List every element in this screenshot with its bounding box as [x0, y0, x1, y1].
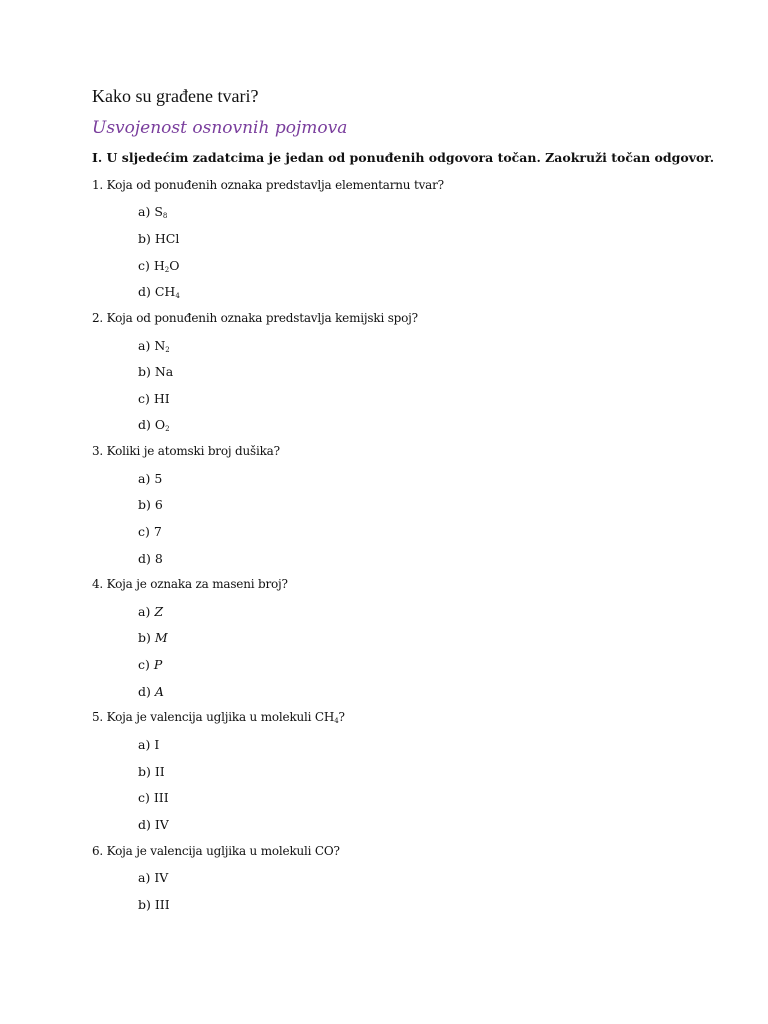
answer-option[interactable]: b) M [138, 630, 168, 645]
answer-option[interactable]: d) IV [138, 817, 169, 832]
answer-option[interactable]: b) II [138, 764, 165, 779]
answer-option[interactable]: a) $S_8$ [138, 204, 168, 220]
question-5: 5. Koja je valencija ugljika u molekuli $CH_4$? [92, 710, 345, 725]
page-title: Kako su građene tvari? [92, 86, 259, 106]
answer-option[interactable]: a) IV [138, 870, 169, 885]
section-subtitle: Usvojenost osnovnih pojmova [92, 118, 348, 138]
question-1: 1. Koja od ponuđenih oznaka predstavlja elementarnu tvar? [92, 178, 444, 192]
question-3: 3. Koliki je atomski broj dušika? [92, 444, 280, 458]
answer-option[interactable]: d) A [138, 684, 164, 699]
question-2: 2. Koja od ponuđenih oznaka predstavlja kemijski spoj? [92, 311, 418, 325]
answer-option[interactable]: c) III [138, 790, 169, 805]
answer-option[interactable]: c) 7 [138, 524, 162, 539]
question-6: 6. Koja je valencija ugljika u molekuli CO? [92, 844, 340, 858]
answer-option[interactable]: d) $O_2$ [138, 417, 170, 433]
answer-option[interactable]: c) P [138, 657, 163, 672]
answer-option[interactable]: b) Na [138, 364, 174, 379]
answer-option[interactable]: d) $CH_4$ [138, 284, 180, 300]
answer-option[interactable]: a) 5 [138, 471, 163, 486]
answer-option[interactable]: b) HCl [138, 231, 180, 246]
answer-option[interactable]: a) $N_2$ [138, 338, 170, 354]
answer-option[interactable]: a) I [138, 737, 160, 752]
answer-option[interactable]: d) 8 [138, 551, 163, 566]
answer-option[interactable]: c) $H_2O$ [138, 258, 180, 274]
question-4: 4. Koja je oznaka za maseni broj? [92, 577, 288, 591]
answer-option[interactable]: b) 6 [138, 497, 163, 512]
answer-option[interactable]: a) Z [138, 604, 163, 619]
instruction-text: I. U sljedećim zadatcima je jedan od ponuđenih odgovora točan. Zaokruži točan odgovor. [92, 150, 715, 165]
answer-option[interactable]: c) HI [138, 391, 170, 406]
answer-option[interactable]: b) III [138, 897, 170, 912]
